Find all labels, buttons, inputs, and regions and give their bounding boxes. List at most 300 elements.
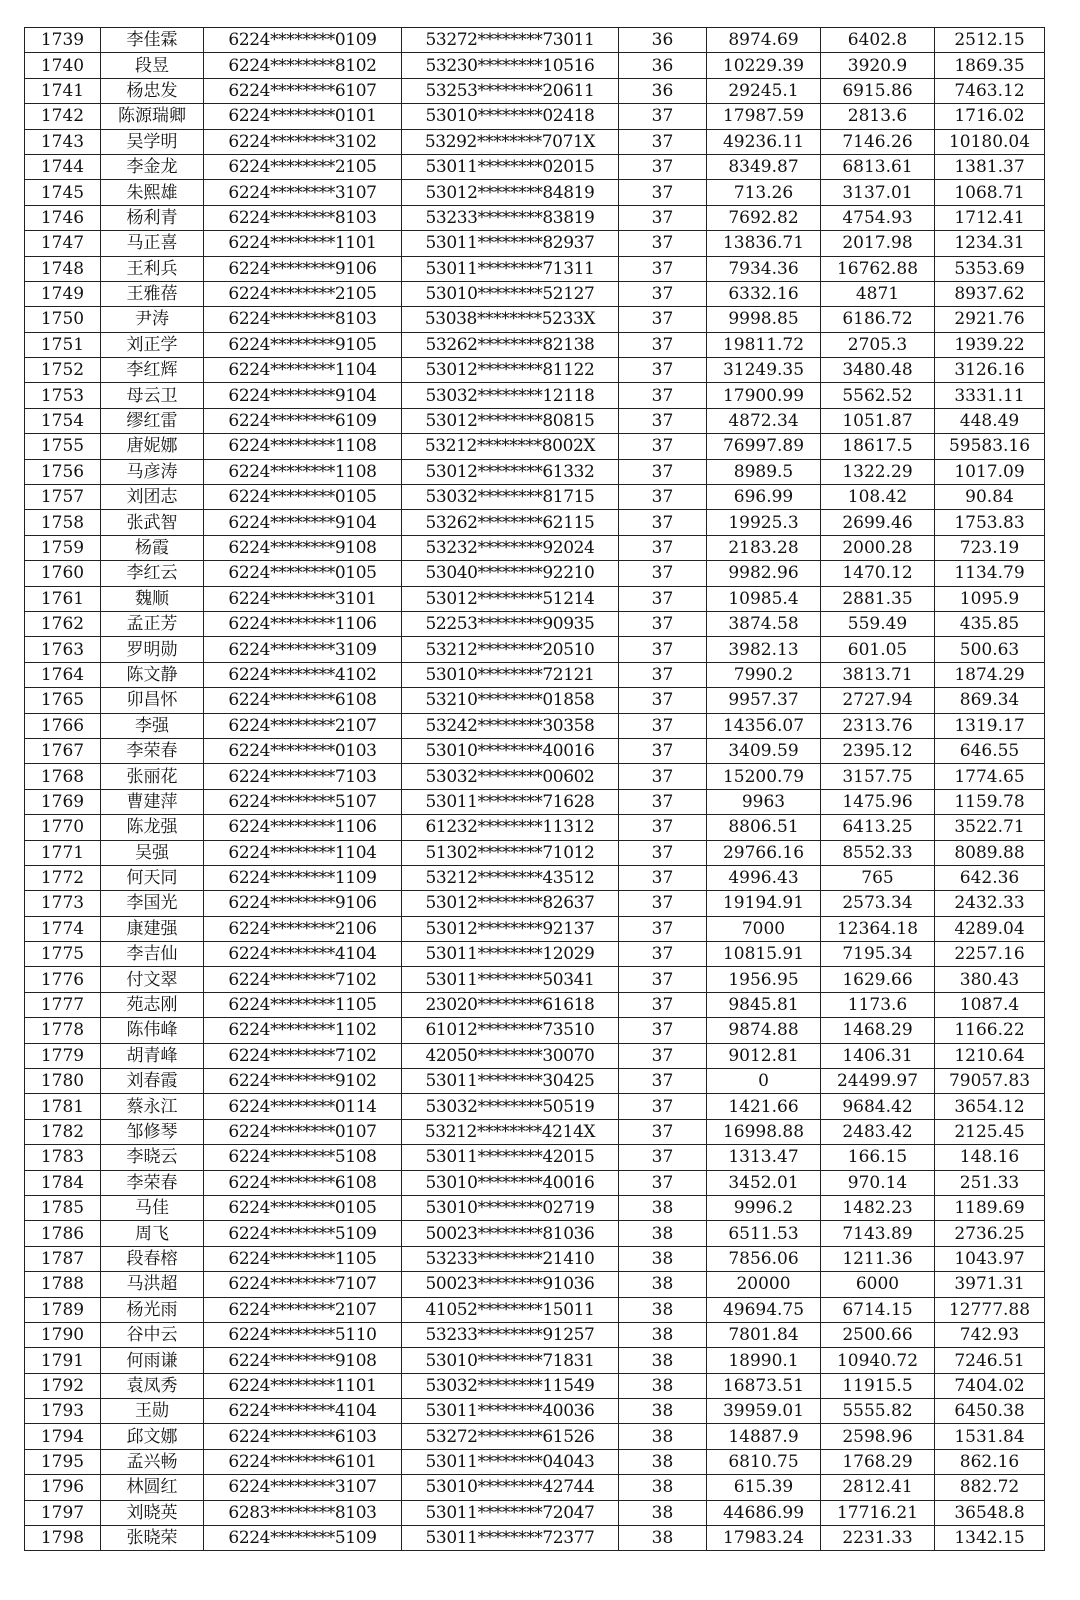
- id-number-cell: 51302********71012: [402, 840, 619, 865]
- amount-1-cell: 8349.87: [707, 154, 821, 179]
- amount-1-cell: 19925.3: [707, 510, 821, 535]
- name-cell: 谷中云: [101, 1322, 204, 1347]
- table-row: [25, 1424, 1045, 1449]
- amount-2-cell: 8552.33: [821, 840, 935, 865]
- card-number-cell: 6224********0109: [204, 28, 402, 53]
- amount-1-cell: 6810.75: [707, 1449, 821, 1474]
- table-row: [25, 992, 1045, 1017]
- serial-number-cell: 1782: [25, 1119, 101, 1144]
- amount-3-cell: 642.36: [935, 865, 1045, 890]
- serial-number-cell: 1792: [25, 1373, 101, 1398]
- card-number-cell: 6224********1101: [204, 231, 402, 256]
- serial-number-cell: 1785: [25, 1195, 101, 1220]
- age-cell: 37: [619, 434, 707, 459]
- table-row: [25, 1322, 1045, 1347]
- table-row: [25, 942, 1045, 967]
- id-number-cell: 53262********82138: [402, 332, 619, 357]
- age-cell: 37: [619, 231, 707, 256]
- serial-number-cell: 1754: [25, 408, 101, 433]
- id-number-cell: 53012********82637: [402, 891, 619, 916]
- amount-2-cell: 2017.98: [821, 231, 935, 256]
- card-number-cell: 6224********6103: [204, 1424, 402, 1449]
- amount-2-cell: 1629.66: [821, 967, 935, 992]
- amount-2-cell: 2598.96: [821, 1424, 935, 1449]
- amount-3-cell: 59583.16: [935, 434, 1045, 459]
- name-cell: 曹建萍: [101, 789, 204, 814]
- name-cell: 胡青峰: [101, 1043, 204, 1068]
- serial-number-cell: 1769: [25, 789, 101, 814]
- amount-1-cell: 18990.1: [707, 1348, 821, 1373]
- amount-1-cell: 9845.81: [707, 992, 821, 1017]
- card-number-cell: 6224********0105: [204, 485, 402, 510]
- name-cell: 杨忠发: [101, 78, 204, 103]
- amount-3-cell: 251.33: [935, 1170, 1045, 1195]
- serial-number-cell: 1743: [25, 129, 101, 154]
- serial-number-cell: 1780: [25, 1069, 101, 1094]
- serial-number-cell: 1767: [25, 738, 101, 763]
- amount-2-cell: 2727.94: [821, 688, 935, 713]
- amount-1-cell: 1313.47: [707, 1145, 821, 1170]
- age-cell: 38: [619, 1399, 707, 1424]
- amount-3-cell: 1095.9: [935, 586, 1045, 611]
- amount-2-cell: 1482.23: [821, 1195, 935, 1220]
- amount-1-cell: 0: [707, 1069, 821, 1094]
- amount-3-cell: 1189.69: [935, 1195, 1045, 1220]
- table-row: [25, 1246, 1045, 1271]
- amount-1-cell: 49694.75: [707, 1297, 821, 1322]
- amount-1-cell: 17900.99: [707, 383, 821, 408]
- amount-2-cell: 2881.35: [821, 586, 935, 611]
- amount-2-cell: 1173.6: [821, 992, 935, 1017]
- id-number-cell: 61012********73510: [402, 1018, 619, 1043]
- amount-1-cell: 49236.11: [707, 129, 821, 154]
- card-number-cell: 6224********0103: [204, 738, 402, 763]
- amount-2-cell: 559.49: [821, 611, 935, 636]
- table-row: [25, 358, 1045, 383]
- name-cell: 孟兴畅: [101, 1449, 204, 1474]
- card-number-cell: 6224********1102: [204, 1018, 402, 1043]
- serial-number-cell: 1777: [25, 992, 101, 1017]
- amount-1-cell: 8974.69: [707, 28, 821, 53]
- id-number-cell: 53232********92024: [402, 535, 619, 560]
- age-cell: 37: [619, 1119, 707, 1144]
- id-number-cell: 53011********72047: [402, 1500, 619, 1525]
- table-row: [25, 28, 1045, 53]
- amount-1-cell: 9012.81: [707, 1043, 821, 1068]
- amount-2-cell: 1322.29: [821, 459, 935, 484]
- age-cell: 38: [619, 1246, 707, 1271]
- amount-1-cell: 7856.06: [707, 1246, 821, 1271]
- name-cell: 李国光: [101, 891, 204, 916]
- table-row: [25, 1399, 1045, 1424]
- table-row: [25, 815, 1045, 840]
- amount-1-cell: 9957.37: [707, 688, 821, 713]
- amount-1-cell: 44686.99: [707, 1500, 821, 1525]
- name-cell: 康建强: [101, 916, 204, 941]
- name-cell: 杨利青: [101, 205, 204, 230]
- table-row: [25, 1195, 1045, 1220]
- serial-number-cell: 1791: [25, 1348, 101, 1373]
- name-cell: 吴学明: [101, 129, 204, 154]
- id-number-cell: 41052********15011: [402, 1297, 619, 1322]
- amount-3-cell: 1210.64: [935, 1043, 1045, 1068]
- age-cell: 37: [619, 358, 707, 383]
- card-number-cell: 6224********2107: [204, 1297, 402, 1322]
- name-cell: 付文翠: [101, 967, 204, 992]
- table-row: [25, 738, 1045, 763]
- name-cell: 张晓荣: [101, 1526, 204, 1551]
- table-row: [25, 967, 1045, 992]
- table-row: [25, 1373, 1045, 1398]
- amount-2-cell: 3920.9: [821, 53, 935, 78]
- id-number-cell: 53011********50341: [402, 967, 619, 992]
- name-cell: 唐妮娜: [101, 434, 204, 459]
- amount-3-cell: 2432.33: [935, 891, 1045, 916]
- table-row: [25, 307, 1045, 332]
- id-number-cell: 53011********42015: [402, 1145, 619, 1170]
- card-number-cell: 6224********6109: [204, 408, 402, 433]
- id-number-cell: 53011********40036: [402, 1399, 619, 1424]
- amount-3-cell: 742.93: [935, 1322, 1045, 1347]
- age-cell: 38: [619, 1475, 707, 1500]
- age-cell: 38: [619, 1500, 707, 1525]
- amount-1-cell: 1956.95: [707, 967, 821, 992]
- serial-number-cell: 1772: [25, 865, 101, 890]
- amount-2-cell: 12364.18: [821, 916, 935, 941]
- serial-number-cell: 1756: [25, 459, 101, 484]
- amount-3-cell: 1712.41: [935, 205, 1045, 230]
- age-cell: 37: [619, 281, 707, 306]
- card-number-cell: 6224********0105: [204, 1195, 402, 1220]
- age-cell: 37: [619, 1145, 707, 1170]
- amount-1-cell: 16998.88: [707, 1119, 821, 1144]
- amount-3-cell: 1234.31: [935, 231, 1045, 256]
- id-number-cell: 50023********81036: [402, 1221, 619, 1246]
- id-number-cell: 53010********72121: [402, 662, 619, 687]
- age-cell: 37: [619, 408, 707, 433]
- id-number-cell: 53010********02719: [402, 1195, 619, 1220]
- serial-number-cell: 1784: [25, 1170, 101, 1195]
- name-cell: 王勋: [101, 1399, 204, 1424]
- serial-number-cell: 1778: [25, 1018, 101, 1043]
- table-row: [25, 713, 1045, 738]
- amount-3-cell: 3331.11: [935, 383, 1045, 408]
- table-row: [25, 764, 1045, 789]
- card-number-cell: 6224********0114: [204, 1094, 402, 1119]
- id-number-cell: 53011********02015: [402, 154, 619, 179]
- table-row: [25, 586, 1045, 611]
- card-number-cell: 6224********9104: [204, 510, 402, 535]
- id-number-cell: 53011********82937: [402, 231, 619, 256]
- serial-number-cell: 1770: [25, 815, 101, 840]
- serial-number-cell: 1740: [25, 53, 101, 78]
- serial-number-cell: 1775: [25, 942, 101, 967]
- amount-3-cell: 3522.71: [935, 815, 1045, 840]
- amount-3-cell: 148.16: [935, 1145, 1045, 1170]
- amount-1-cell: 1421.66: [707, 1094, 821, 1119]
- amount-2-cell: 6186.72: [821, 307, 935, 332]
- age-cell: 37: [619, 205, 707, 230]
- name-cell: 卯昌怀: [101, 688, 204, 713]
- table-row: [25, 1043, 1045, 1068]
- amount-2-cell: 5562.52: [821, 383, 935, 408]
- name-cell: 王雅蓓: [101, 281, 204, 306]
- id-number-cell: 53011********04043: [402, 1449, 619, 1474]
- amount-3-cell: 1753.83: [935, 510, 1045, 535]
- id-number-cell: 53012********51214: [402, 586, 619, 611]
- name-cell: 段春榕: [101, 1246, 204, 1271]
- amount-2-cell: 1470.12: [821, 561, 935, 586]
- serial-number-cell: 1788: [25, 1272, 101, 1297]
- table-row: [25, 865, 1045, 890]
- amount-1-cell: 15200.79: [707, 764, 821, 789]
- name-cell: 张武智: [101, 510, 204, 535]
- amount-2-cell: 7143.89: [821, 1221, 935, 1246]
- amount-2-cell: 2699.46: [821, 510, 935, 535]
- serial-number-cell: 1764: [25, 662, 101, 687]
- card-number-cell: 6224********6107: [204, 78, 402, 103]
- amount-3-cell: 448.49: [935, 408, 1045, 433]
- card-number-cell: 6224********0101: [204, 104, 402, 129]
- amount-3-cell: 1159.78: [935, 789, 1045, 814]
- name-cell: 邹修琴: [101, 1119, 204, 1144]
- amount-2-cell: 1051.87: [821, 408, 935, 433]
- amount-3-cell: 10180.04: [935, 129, 1045, 154]
- name-cell: 苑志刚: [101, 992, 204, 1017]
- name-cell: 陈伟峰: [101, 1018, 204, 1043]
- table-row: [25, 231, 1045, 256]
- table-row: [25, 1475, 1045, 1500]
- amount-1-cell: 9963: [707, 789, 821, 814]
- serial-number-cell: 1746: [25, 205, 101, 230]
- table-row: [25, 332, 1045, 357]
- id-number-cell: 53032********81715: [402, 485, 619, 510]
- amount-3-cell: 2512.15: [935, 28, 1045, 53]
- serial-number-cell: 1783: [25, 1145, 101, 1170]
- table-row: [25, 180, 1045, 205]
- id-number-cell: 53212********4214X: [402, 1119, 619, 1144]
- amount-1-cell: 76997.89: [707, 434, 821, 459]
- serial-number-cell: 1744: [25, 154, 101, 179]
- amount-3-cell: 1017.09: [935, 459, 1045, 484]
- serial-number-cell: 1747: [25, 231, 101, 256]
- table-row: [25, 1449, 1045, 1474]
- card-number-cell: 6224********3107: [204, 1475, 402, 1500]
- amount-2-cell: 6402.8: [821, 28, 935, 53]
- card-number-cell: 6224********1104: [204, 358, 402, 383]
- age-cell: 37: [619, 916, 707, 941]
- amount-1-cell: 3409.59: [707, 738, 821, 763]
- table-row: [25, 1119, 1045, 1144]
- card-number-cell: 6224********9104: [204, 383, 402, 408]
- age-cell: 37: [619, 789, 707, 814]
- amount-1-cell: 14887.9: [707, 1424, 821, 1449]
- card-number-cell: 6224********1106: [204, 815, 402, 840]
- table-row: [25, 561, 1045, 586]
- amount-1-cell: 7000: [707, 916, 821, 941]
- name-cell: 李荣春: [101, 1170, 204, 1195]
- amount-1-cell: 6332.16: [707, 281, 821, 306]
- id-number-cell: 53010********02418: [402, 104, 619, 129]
- name-cell: 袁凤秀: [101, 1373, 204, 1398]
- card-number-cell: 6224********8103: [204, 307, 402, 332]
- serial-number-cell: 1790: [25, 1322, 101, 1347]
- amount-3-cell: 8089.88: [935, 840, 1045, 865]
- age-cell: 38: [619, 1449, 707, 1474]
- serial-number-cell: 1742: [25, 104, 101, 129]
- name-cell: 邱文娜: [101, 1424, 204, 1449]
- card-number-cell: 6224********5109: [204, 1526, 402, 1551]
- amount-2-cell: 5555.82: [821, 1399, 935, 1424]
- amount-3-cell: 7463.12: [935, 78, 1045, 103]
- id-number-cell: 53012********61332: [402, 459, 619, 484]
- amount-2-cell: 2313.76: [821, 713, 935, 738]
- card-number-cell: 6224********0107: [204, 1119, 402, 1144]
- amount-1-cell: 9998.85: [707, 307, 821, 332]
- card-number-cell: 6224********9108: [204, 1348, 402, 1373]
- card-number-cell: 6224********4104: [204, 1399, 402, 1424]
- amount-1-cell: 7990.2: [707, 662, 821, 687]
- amount-3-cell: 1774.65: [935, 764, 1045, 789]
- age-cell: 37: [619, 967, 707, 992]
- amount-3-cell: 8937.62: [935, 281, 1045, 306]
- age-cell: 37: [619, 586, 707, 611]
- amount-1-cell: 29245.1: [707, 78, 821, 103]
- amount-2-cell: 166.15: [821, 1145, 935, 1170]
- amount-3-cell: 1319.17: [935, 713, 1045, 738]
- serial-number-cell: 1755: [25, 434, 101, 459]
- serial-number-cell: 1753: [25, 383, 101, 408]
- age-cell: 37: [619, 459, 707, 484]
- amount-2-cell: 16762.88: [821, 256, 935, 281]
- name-cell: 缪红雷: [101, 408, 204, 433]
- amount-3-cell: 646.55: [935, 738, 1045, 763]
- amount-2-cell: 2705.3: [821, 332, 935, 357]
- card-number-cell: 6224********9105: [204, 332, 402, 357]
- table-row: [25, 1297, 1045, 1322]
- name-cell: 李金龙: [101, 154, 204, 179]
- id-number-cell: 53032********12118: [402, 383, 619, 408]
- name-cell: 李强: [101, 713, 204, 738]
- serial-number-cell: 1779: [25, 1043, 101, 1068]
- serial-number-cell: 1751: [25, 332, 101, 357]
- amount-1-cell: 10985.4: [707, 586, 821, 611]
- records-table: [24, 27, 1045, 1551]
- card-number-cell: 6224********1108: [204, 459, 402, 484]
- name-cell: 何雨谦: [101, 1348, 204, 1373]
- card-number-cell: 6224********3101: [204, 586, 402, 611]
- age-cell: 37: [619, 383, 707, 408]
- serial-number-cell: 1781: [25, 1094, 101, 1119]
- amount-3-cell: 7246.51: [935, 1348, 1045, 1373]
- name-cell: 陈源瑞卿: [101, 104, 204, 129]
- age-cell: 38: [619, 1348, 707, 1373]
- serial-number-cell: 1758: [25, 510, 101, 535]
- id-number-cell: 52253********90935: [402, 611, 619, 636]
- card-number-cell: 6224********1108: [204, 434, 402, 459]
- card-number-cell: 6224********3109: [204, 637, 402, 662]
- amount-3-cell: 1874.29: [935, 662, 1045, 687]
- card-number-cell: 6224********1104: [204, 840, 402, 865]
- amount-1-cell: 615.39: [707, 1475, 821, 1500]
- card-number-cell: 6224********6101: [204, 1449, 402, 1474]
- id-number-cell: 53272********73011: [402, 28, 619, 53]
- card-number-cell: 6224********3107: [204, 180, 402, 205]
- card-number-cell: 6224********9102: [204, 1069, 402, 1094]
- table-row: [25, 129, 1045, 154]
- amount-3-cell: 1068.71: [935, 180, 1045, 205]
- serial-number-cell: 1752: [25, 358, 101, 383]
- serial-number-cell: 1765: [25, 688, 101, 713]
- card-number-cell: 6224********5107: [204, 789, 402, 814]
- serial-number-cell: 1768: [25, 764, 101, 789]
- age-cell: 37: [619, 1094, 707, 1119]
- age-cell: 37: [619, 129, 707, 154]
- table-row: [25, 637, 1045, 662]
- serial-number-cell: 1795: [25, 1449, 101, 1474]
- id-number-cell: 53210********01858: [402, 688, 619, 713]
- amount-3-cell: 1381.37: [935, 154, 1045, 179]
- amount-2-cell: 2000.28: [821, 535, 935, 560]
- table-row: [25, 205, 1045, 230]
- amount-1-cell: 9874.88: [707, 1018, 821, 1043]
- card-number-cell: 6224********2106: [204, 916, 402, 941]
- table-row: [25, 1526, 1045, 1551]
- amount-2-cell: 601.05: [821, 637, 935, 662]
- name-cell: 周飞: [101, 1221, 204, 1246]
- amount-3-cell: 1166.22: [935, 1018, 1045, 1043]
- serial-number-cell: 1757: [25, 485, 101, 510]
- table-row: [25, 154, 1045, 179]
- amount-3-cell: 869.34: [935, 688, 1045, 713]
- amount-2-cell: 7195.34: [821, 942, 935, 967]
- serial-number-cell: 1761: [25, 586, 101, 611]
- card-number-cell: 6224********4102: [204, 662, 402, 687]
- amount-3-cell: 3654.12: [935, 1094, 1045, 1119]
- amount-1-cell: 3452.01: [707, 1170, 821, 1195]
- amount-2-cell: 7146.26: [821, 129, 935, 154]
- serial-number-cell: 1749: [25, 281, 101, 306]
- name-cell: 魏顺: [101, 586, 204, 611]
- amount-2-cell: 2813.6: [821, 104, 935, 129]
- serial-number-cell: 1787: [25, 1246, 101, 1271]
- name-cell: 李佳霖: [101, 28, 204, 53]
- amount-2-cell: 18617.5: [821, 434, 935, 459]
- id-number-cell: 53272********61526: [402, 1424, 619, 1449]
- age-cell: 37: [619, 1170, 707, 1195]
- amount-3-cell: 1134.79: [935, 561, 1045, 586]
- amount-3-cell: 435.85: [935, 611, 1045, 636]
- serial-number-cell: 1750: [25, 307, 101, 332]
- name-cell: 朱熙雄: [101, 180, 204, 205]
- amount-1-cell: 4996.43: [707, 865, 821, 890]
- table-row: [25, 891, 1045, 916]
- id-number-cell: 42050********30070: [402, 1043, 619, 1068]
- age-cell: 38: [619, 1322, 707, 1347]
- name-cell: 张丽花: [101, 764, 204, 789]
- age-cell: 37: [619, 180, 707, 205]
- amount-1-cell: 8989.5: [707, 459, 821, 484]
- amount-1-cell: 13836.71: [707, 231, 821, 256]
- age-cell: 36: [619, 28, 707, 53]
- table-row: [25, 840, 1045, 865]
- card-number-cell: 6224********8102: [204, 53, 402, 78]
- amount-2-cell: 1475.96: [821, 789, 935, 814]
- amount-3-cell: 3126.16: [935, 358, 1045, 383]
- id-number-cell: 53032********00602: [402, 764, 619, 789]
- age-cell: 37: [619, 738, 707, 763]
- age-cell: 37: [619, 332, 707, 357]
